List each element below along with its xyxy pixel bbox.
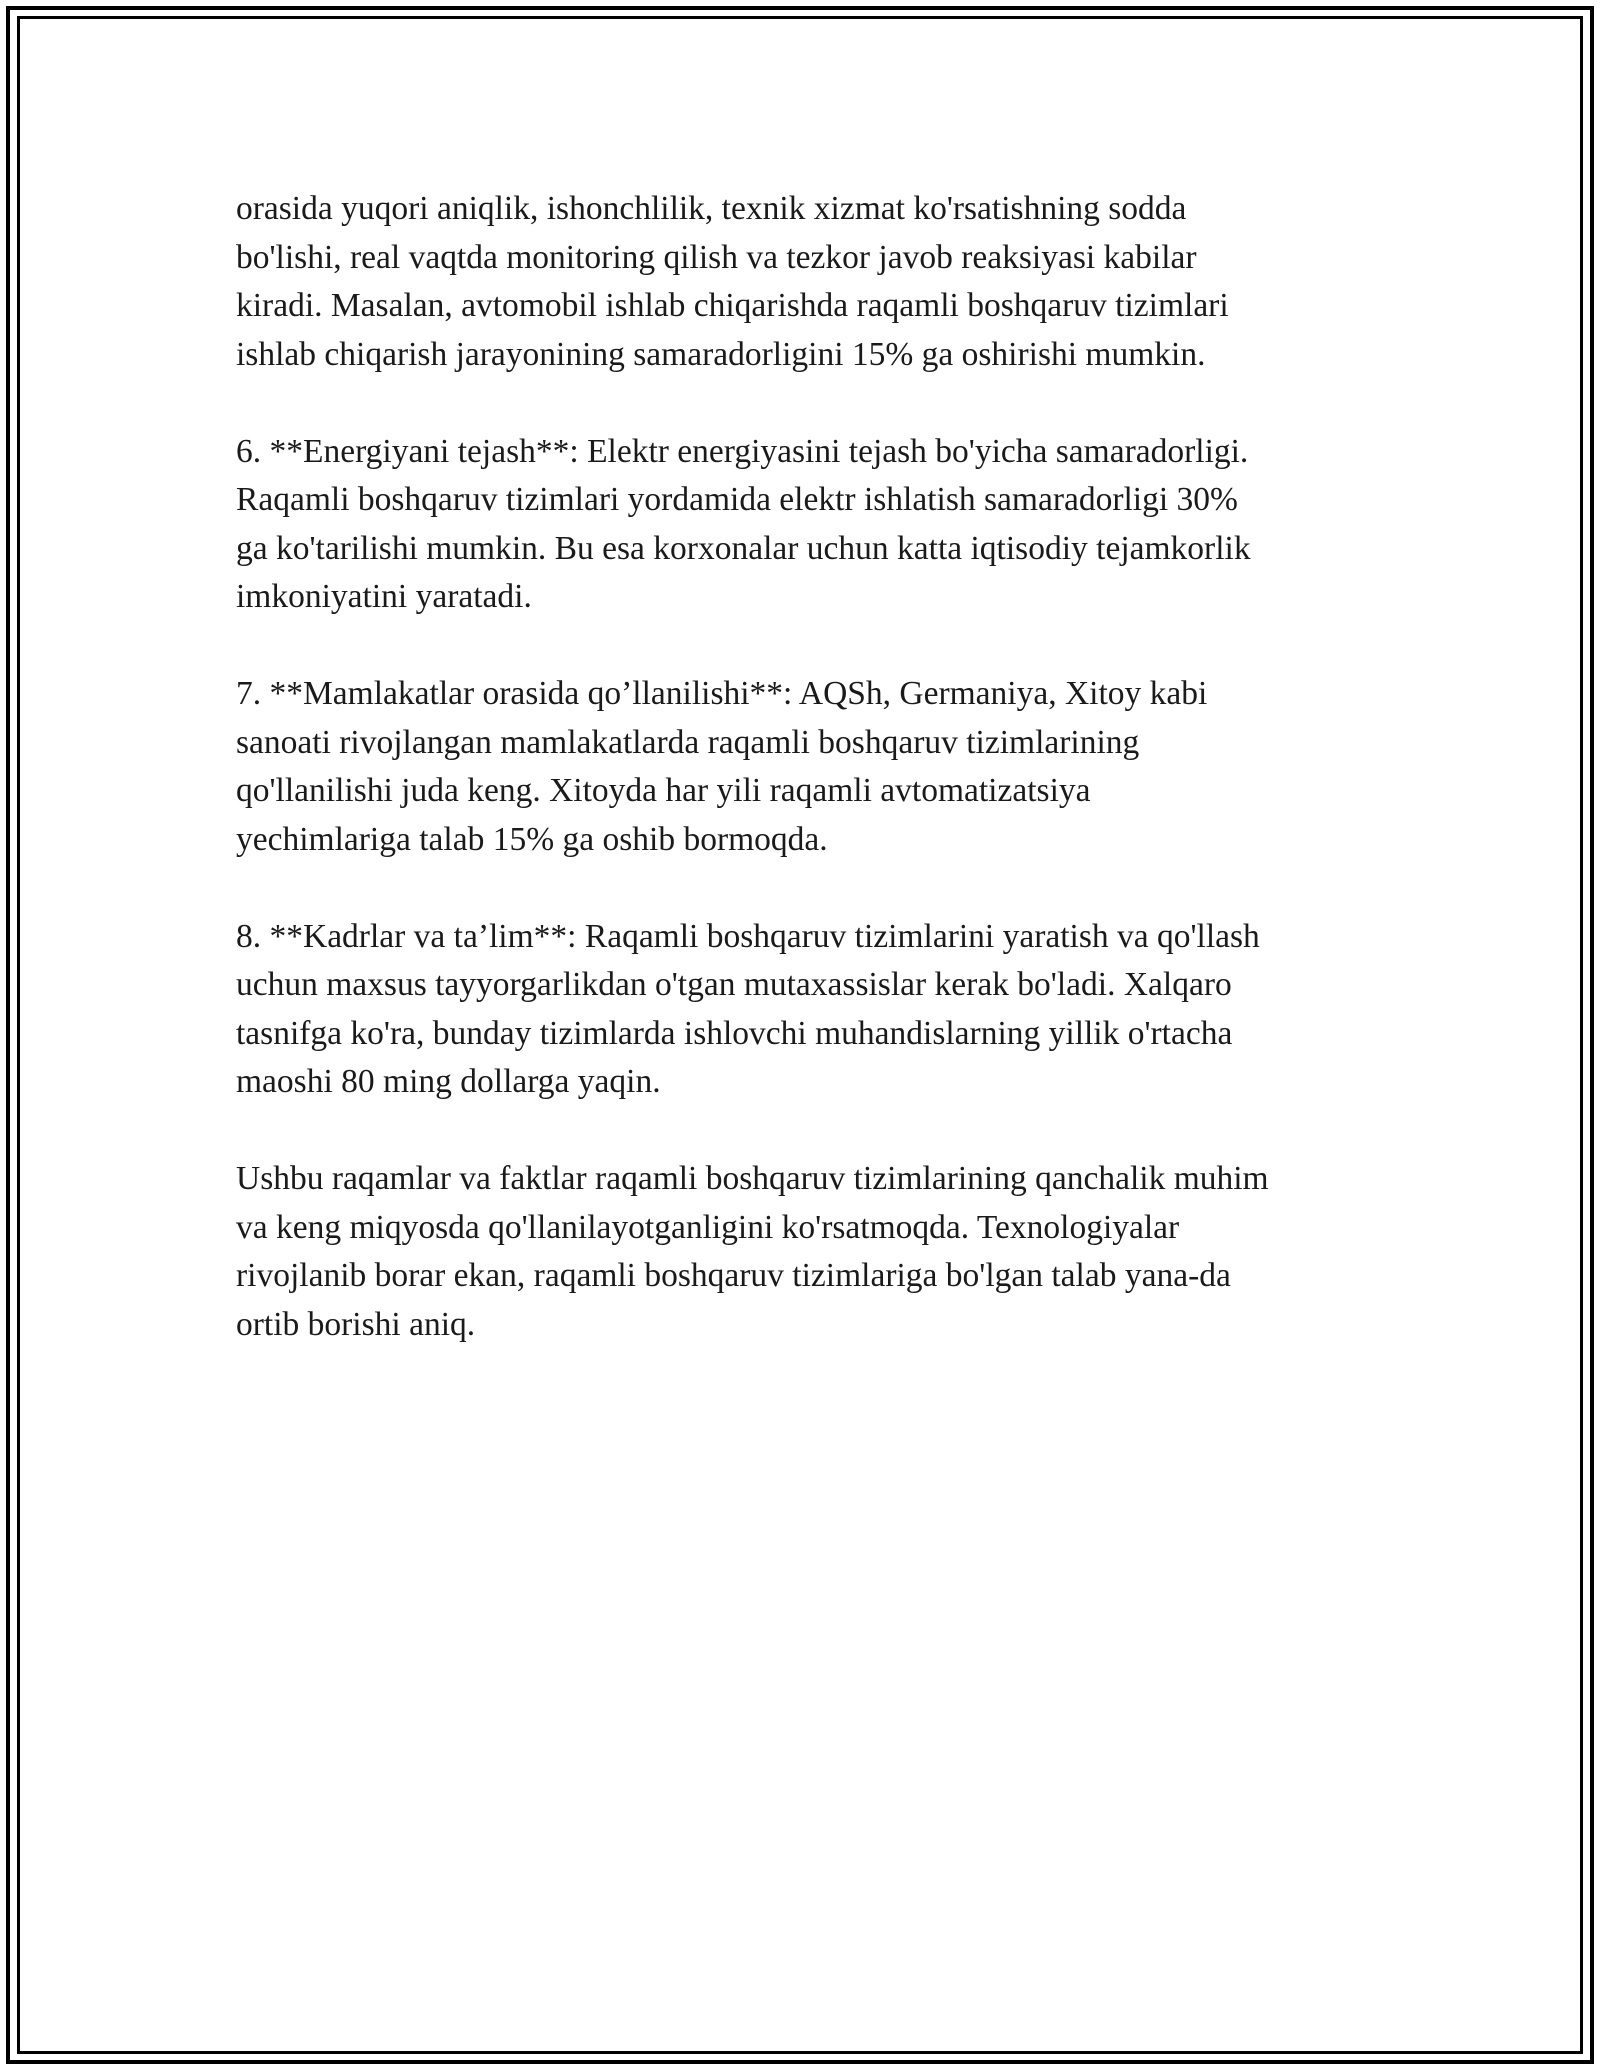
text-line: 6. **Energiyani tejash**: Elektr energiyasini tejash bo'yicha samaradorligi. [236, 432, 1249, 470]
text-line: sanoati rivojlangan mamlakatlarda raqamli boshqaruv tizimlarining [236, 723, 1140, 761]
text-line: tasnifga ko'ra, bunday tizimlarda ishlovchi muhandislarning yillik o'rtacha [236, 1014, 1233, 1052]
paragraph-countries-usage [236, 670, 1386, 864]
text-line: qo'llanilishi juda keng. Xitoyda har yili raqamli avtomatizatsiya [236, 772, 1091, 809]
document-body [236, 185, 1386, 1398]
text-line: rivojlanib borar ekan, raqamli boshqaruv tizimlariga bo'lgan talab yana-da [236, 1257, 1231, 1294]
text-line: va keng miqyosda qo'llanilayotganligini ko'rsatmoqda. Texnologiyalar [236, 1208, 1180, 1246]
text-line: orasida yuqori aniqlik, ishonchlilik, texnik xizmat ko'rsatishning sodda [236, 190, 1187, 227]
paragraph-staff-education [236, 913, 1386, 1107]
text-line: ortib borishi aniq. [236, 1305, 476, 1343]
text-line: 8. **Kadrlar va ta’lim**: Raqamli boshqaruv tizimlarini yaratish va qo'llash [236, 917, 1260, 955]
text-line: yechimlariga talab 15% ga oshib bormoqda. [236, 820, 828, 858]
paragraph-energy-saving [236, 428, 1386, 622]
text-line: uchun maxsus tayyorgarlikdan o'tgan mutaxassislar kerak bo'ladi. Xalqaro [236, 966, 1232, 1003]
text-line: maoshi 80 ming dollarga yaqin. [236, 1063, 661, 1100]
text-line: 7. **Mamlakatlar orasida qo’llanilishi**: AQSh, Germaniya, Xitoy kabi [236, 675, 1208, 712]
text-line: Raqamli boshqaruv tizimlari yordamida elektr ishlatish samaradorligi 30% [236, 481, 1238, 518]
text-line: imkoniyatini yaratadi. [236, 578, 532, 615]
text-line: bo'lishi, real vaqtda monitoring qilish va tezkor javob reaksiyasi kabilar [236, 238, 1197, 276]
text-line: ga ko'tarilishi mumkin. Bu esa korxonalar uchun katta iqtisodiy tejamkorlik [236, 529, 1251, 567]
text-line: ishlab chiqarish jarayonining samaradorligini 15% ga oshirishi mumkin. [236, 335, 1206, 373]
paragraph-conclusion [236, 1155, 1386, 1349]
text-line: kiradi. Masalan, avtomobil ishlab chiqarishda raqamli boshqaruv tizimlari [236, 287, 1229, 324]
paragraph-continuation [236, 185, 1386, 379]
text-line: Ushbu raqamlar va faktlar raqamli boshqaruv tizimlarining qanchalik muhim [236, 1160, 1269, 1197]
